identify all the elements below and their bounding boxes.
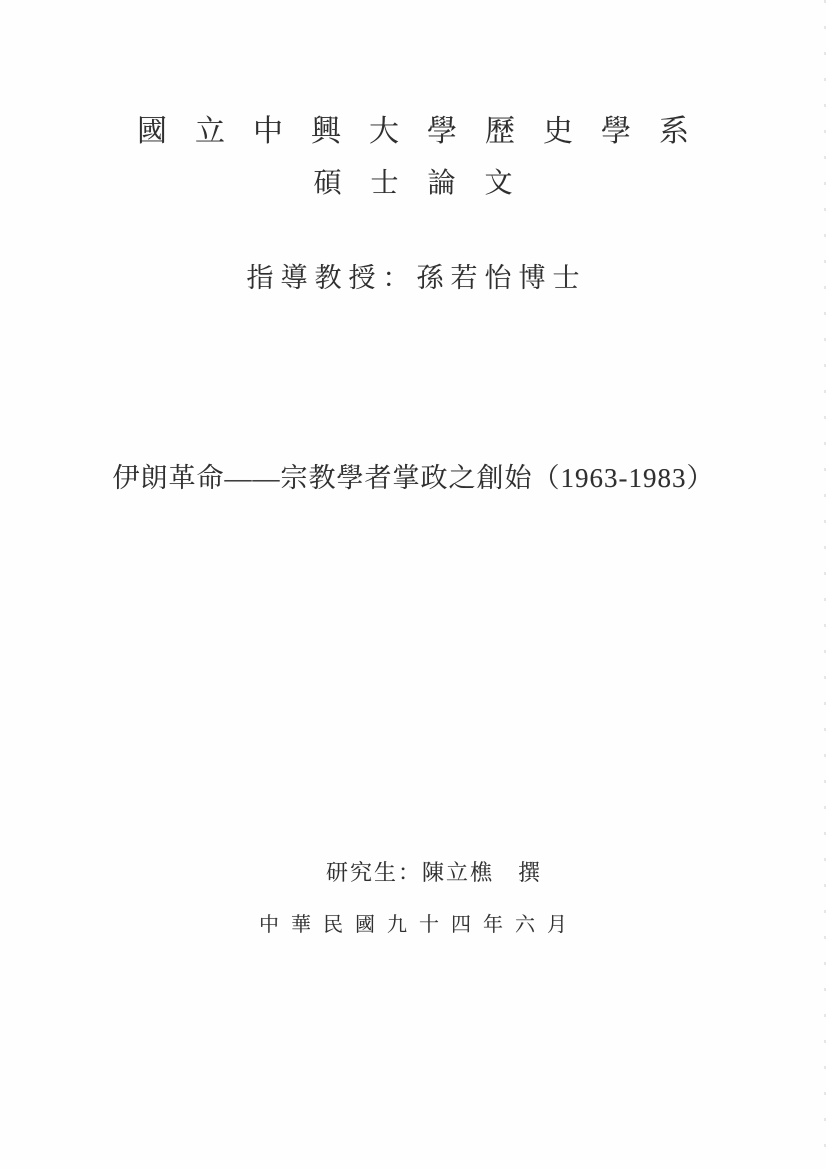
university-department-line: 國立中興大學歷史學系 [137,115,717,148]
author-line: 研究生：陳立樵 撰 [325,860,542,885]
thesis-type-line: 碩士論文 [313,168,542,199]
date-line: 中華民國九十四年六月 [259,914,579,936]
advisor-line: 指導教授：孫若怡博士 [246,263,587,293]
thesis-title: 伊朗革命——宗教學者掌政之創始（1963-1983） [112,463,715,493]
